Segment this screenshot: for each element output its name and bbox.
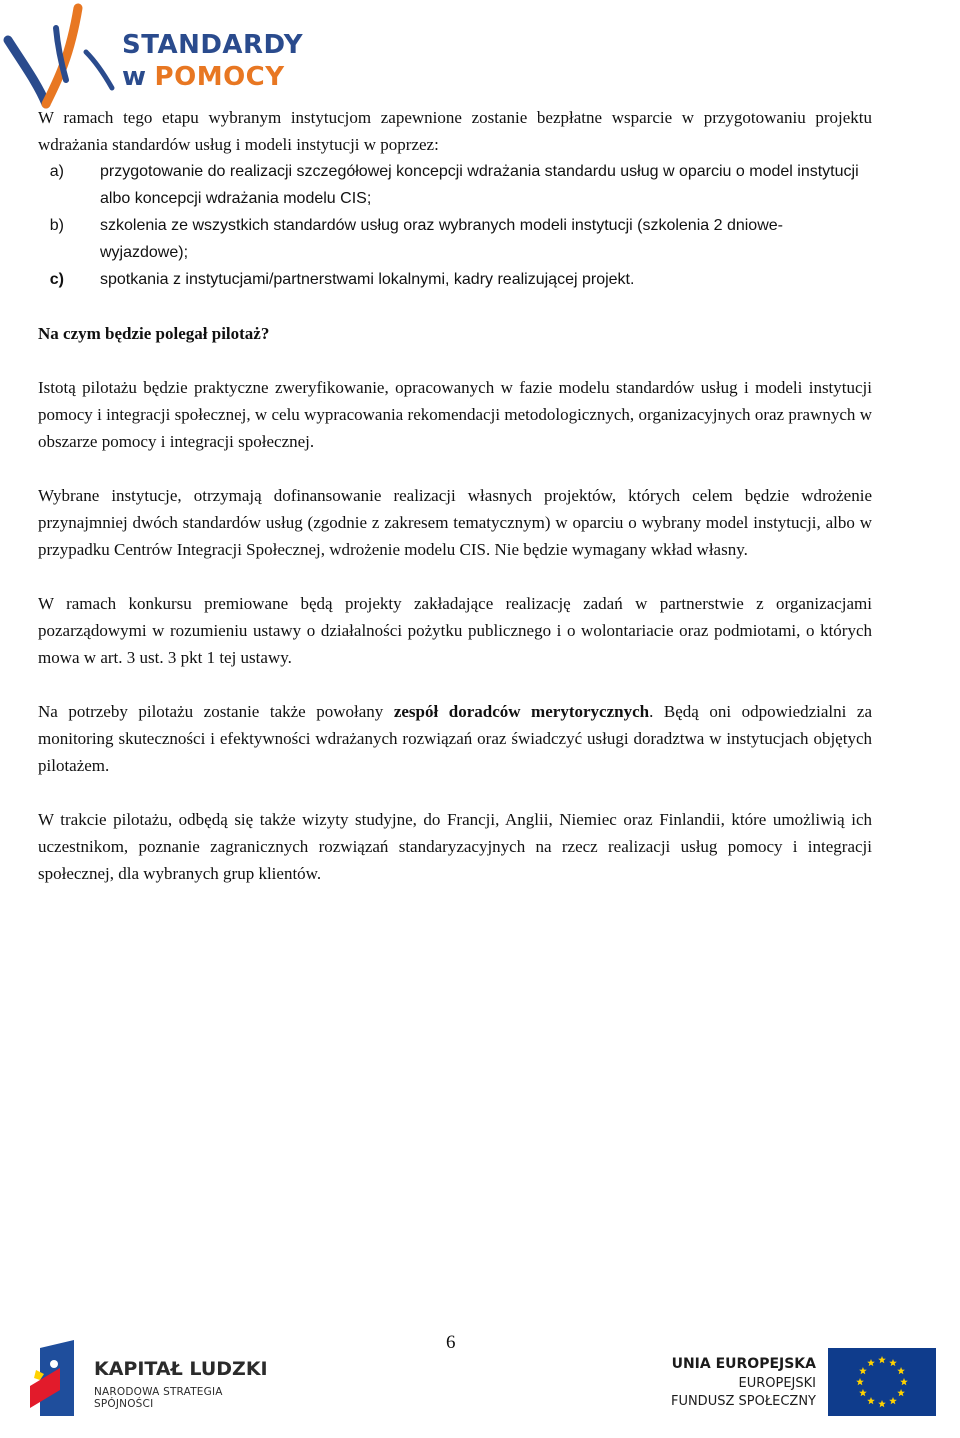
- list-item: [38, 266, 872, 293]
- list-marker: a): [49, 163, 64, 180]
- list-item-text: przygotowanie do realizacji szczegółowej koncepcji wdrażania standardu usług w oparciu o model instytucji albo koncepcji wdrażania modelu CIS;: [100, 163, 859, 207]
- paragraph-zespol-bold: zespół doradców merytorycznych: [393, 702, 650, 721]
- logo-mark-icon: [0, 0, 120, 112]
- document-body: [38, 104, 872, 887]
- list-item: [38, 212, 872, 266]
- logo-text-w-pomocy: [122, 62, 285, 92]
- eu-line-fundusz: FUNDUSZ SPOŁECZNY: [670, 1394, 816, 1409]
- list-item-text: spotkania z instytucjami/partnerstwami lokalnymi, kadry realizującej projekt.: [100, 271, 635, 288]
- eu-title: UNIA EUROPEJSKA: [671, 1356, 816, 1372]
- support-list: [38, 158, 872, 293]
- list-item: [38, 158, 872, 212]
- kapital-ludzki-subtitle: NARODOWA STRATEGIA SPÓJNOŚCI: [94, 1386, 223, 1410]
- list-marker: c): [49, 271, 64, 288]
- paragraph-wizyty: W trakcie pilotażu, odbędą się także wizyty studyjne, do Francji, Anglii, Niemiec oraz Finlandii, które umożliwią ich uczestnikom, poznanie zagranicznych rozwiązań standaryzacyjnych na rzecz realizacji usług pomocy i integracji społecznej, dla wybranych grup klientów.: [38, 810, 872, 883]
- standardy-w-pomocy-logo: [0, 0, 310, 112]
- paragraph-zespol-text-end: . Będą oni odpowiedzialni za monitoring skuteczności i efektywności wdrażanych rozwiązań oraz świadczyć usługi doradztwa w instytucjach objętych pilotażem.: [38, 702, 872, 775]
- logo-text-pomocy: POMOCY: [154, 62, 285, 92]
- paragraph-zespol-text: Na potrzeby pilotażu zostanie także powołany: [38, 702, 394, 721]
- kapital-ludzki-logo: [30, 1340, 280, 1420]
- logo-text-standardy: STANDARDY: [122, 30, 304, 60]
- list-marker: b): [49, 217, 64, 234]
- paragraph-zespol: [38, 698, 872, 779]
- paragraph-istota: Istotą pilotażu będzie praktyczne zweryfikowanie, opracowanych w fazie modelu standardów usług i modeli instytucji pomocy i integracji społecznej, w celu wypracowania rekomendacji metodologicznych, organizacyjnych oraz prawnych w obszarze pomocy i integracji społecznej.: [38, 378, 872, 451]
- list-item-text: szkolenia ze wszystkich standardów usług oraz wybranych modeli instytucji (szkolenia 2 dniowe- wyjazdowe);: [100, 217, 783, 261]
- eu-line-europejski: EUROPEJSKI: [738, 1376, 816, 1391]
- paragraph-konkurs: W ramach konkursu premiowane będą projekty zakładające realizację zadań w partnerstwie z organizacjami pozarządowymi w rozumieniu ustawy o działalności pożytku publicznego i o wolontariacie oraz podmiotami, o których mowa w art. 3 ust. 3 pkt 1 tej ustawy.: [38, 594, 872, 667]
- intro-paragraph: W ramach tego etapu wybranym instytucjom zapewnione zostanie bezpłatne wsparcie w przygotowaniu projektu wdrażania standardów usług i modeli instytucji w poprzez:: [38, 108, 872, 154]
- logo-text-w: w: [122, 62, 147, 92]
- paragraph-wybrane: Wybrane instytucje, otrzymają dofinansowanie realizacji własnych projektów, których celem będzie wdrożenie przynajmniej dwóch standardów usług (zgodnie z zakresem tematycznym) w oparciu o wybrany model instytucji, albo w przypadku Centrów Integracji Społecznej, wdrożenie modelu CIS. Nie będzie wymagany wkład własny.: [38, 486, 872, 559]
- kapital-ludzki-title: KAPITAŁ LUDZKI: [94, 1358, 268, 1380]
- section-heading: Na czym będzie polegał pilotaż?: [38, 324, 270, 343]
- kapital-ludzki-emblem-icon: [30, 1340, 86, 1416]
- eu-logo-block: [664, 1346, 940, 1418]
- page-number: 6: [446, 1332, 456, 1353]
- eu-flag-icon: [828, 1348, 936, 1416]
